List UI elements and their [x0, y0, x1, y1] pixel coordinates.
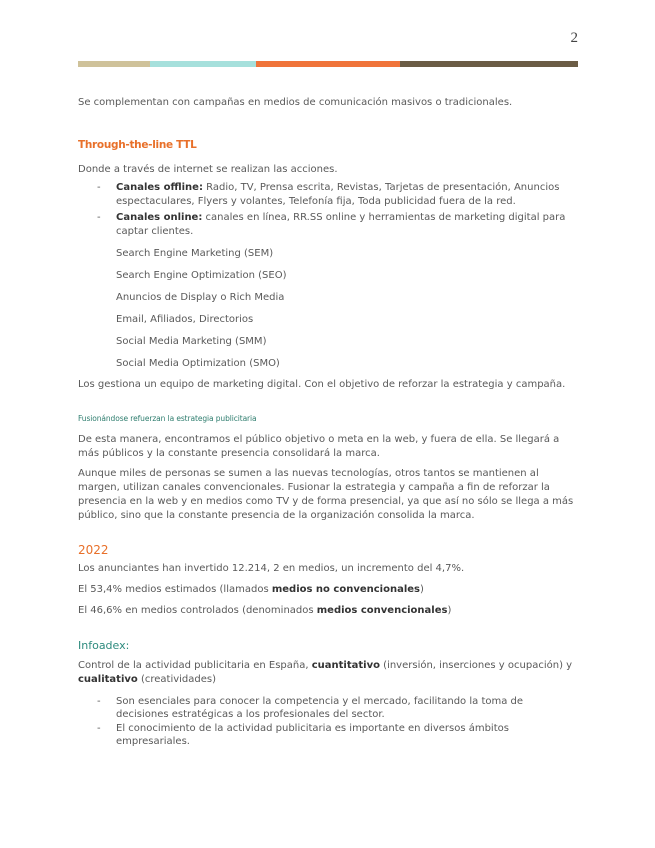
year-heading: 2022 — [78, 543, 109, 557]
infoadex-heading: Infoadex: — [78, 639, 130, 652]
fusion-paragraph-2: Aunque miles de personas se sumen a las nuevas tecnologías, otros tantos se mantienen al margen, utilizan canales convencionales. Fusionar la estrategia y campaña a fin de reforzar la presencia en la web y en medios como TV y de forma presencial, ya que así no sólo se llega a más público, sino que la constante presencia de la organización consolida la marca. — [78, 468, 574, 521]
year-line-3: El 46,6% en medios controlados (denominados medios convencionales) — [78, 605, 452, 616]
list-item: Social Media Marketing (SMM) — [116, 336, 267, 347]
bold-term: medios no convencionales — [271, 584, 420, 595]
document-body — [78, 96, 578, 748]
list-item — [78, 181, 578, 209]
bold-term: cualitativo — [78, 674, 138, 685]
channel-text: Radio, TV, Prensa escrita, Revistas, Tarjetas de presentación, Anuncios espectaculares, Flyers y volantes, Telefonía fija, Toda publicidad fuera de la red. — [116, 182, 560, 207]
list-item: Search Engine Optimization (SEO) — [116, 270, 287, 281]
list-item: - El conocimiento de la actividad publicitaria es importante en diversos ámbitos empresariales. — [78, 722, 578, 748]
year-line-2: El 53,4% medios estimados (llamados medios no convencionales) — [78, 584, 424, 595]
channel-text: canales en línea, RR.SS online y herramientas de marketing digital para captar clientes. — [116, 212, 566, 237]
rule-segment-beige — [78, 61, 150, 67]
ttl-closing: Los gestiona un equipo de marketing digital. Con el objetivo de reforzar la estrategia y campaña. — [78, 379, 566, 390]
infoadex-paragraph: Control de la actividad publicitaria en España, cuantitativo (inversión, inserciones y ocupación) y cualitativo (creatividades) — [78, 660, 573, 685]
rule-segment-orange — [256, 61, 400, 67]
list-item: Search Engine Marketing (SEM) — [116, 248, 274, 259]
online-tools-list — [78, 247, 578, 371]
bold-term: cuantitativo — [311, 660, 380, 671]
rule-segment-brown — [400, 61, 578, 67]
intro-paragraph: Se complementan con campañas en medios de comunicación masivos o tradicionales. — [78, 97, 513, 108]
channel-label: Canales online: — [116, 212, 203, 223]
page-number: 2 — [570, 30, 578, 46]
list-item: Anuncios de Display o Rich Media — [116, 292, 285, 303]
list-item: - Son esenciales para conocer la competencia y el mercado, facilitando la toma de decisiones estratégicas a los profesionales del sector. — [78, 695, 578, 721]
ttl-lead: Donde a través de internet se realizan las acciones. — [78, 164, 338, 175]
rule-segment-aqua — [150, 61, 256, 67]
ttl-heading: Through-the-line TTL — [78, 139, 197, 151]
bold-term: medios convencionales — [316, 605, 448, 616]
fusion-paragraph-1: De esta manera, encontramos el público objetivo o meta en la web, y fuera de ella. Se llegará a más públicos y la constante presencia consolidará la marca. — [78, 434, 560, 459]
channels-list — [78, 181, 578, 239]
list-item: Social Media Optimization (SMO) — [116, 358, 280, 369]
year-line-1: Los anunciantes han invertido 12.214, 2 en medios, un incremento del 4,7%. — [78, 563, 465, 574]
header-color-rule — [78, 61, 578, 67]
list-item — [78, 211, 578, 239]
infoadex-list — [78, 695, 578, 748]
list-item: Email, Afiliados, Directorios — [116, 314, 254, 325]
fusion-heading: Fusionándose refuerzan la estrategia publicitaria — [78, 414, 257, 423]
channel-label: Canales offline: — [116, 182, 203, 193]
